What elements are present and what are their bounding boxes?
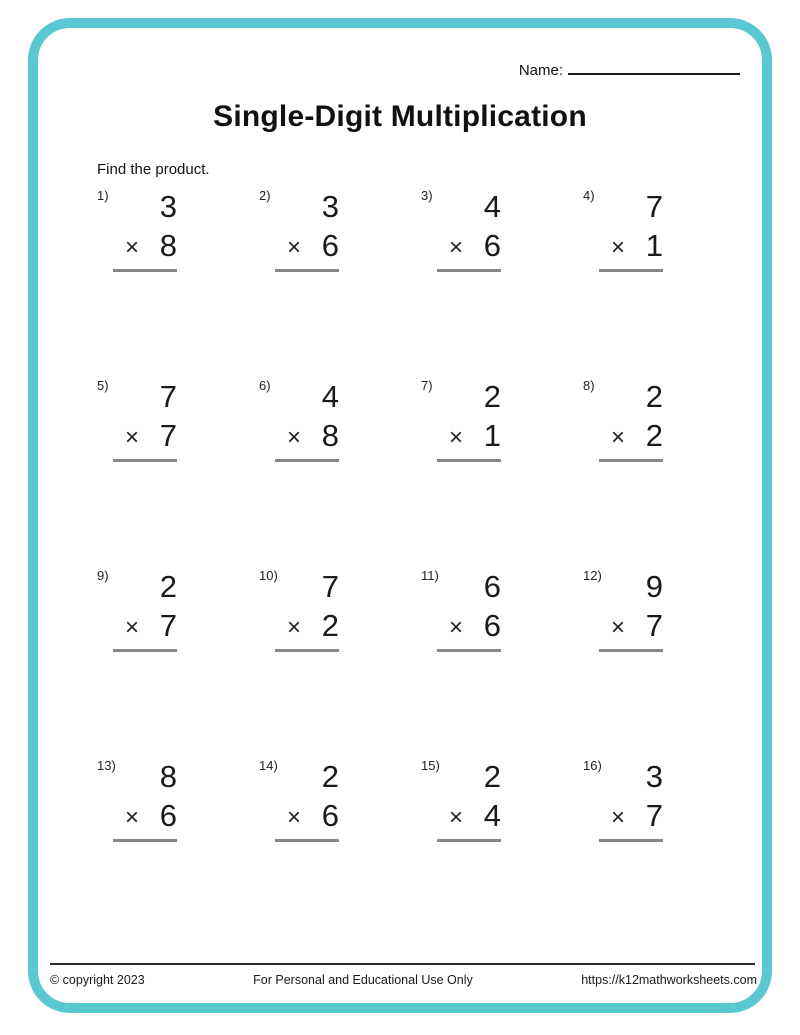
problem-cell-16 <box>583 756 745 946</box>
name-blank-line <box>568 60 740 75</box>
problem-body <box>437 756 501 842</box>
answer-line <box>275 269 339 272</box>
problem-body <box>275 756 339 842</box>
multiplier-row <box>275 228 339 264</box>
problem-number: 12) <box>583 568 602 583</box>
multiplicand: 3 <box>321 189 339 224</box>
multiplier-row <box>599 608 663 644</box>
footer <box>50 973 757 987</box>
multiplier: 7 <box>159 418 177 453</box>
answer-line <box>599 839 663 842</box>
multiplicand: 7 <box>321 569 339 604</box>
multiplicand: 8 <box>159 759 177 794</box>
problem-number: 4) <box>583 188 595 203</box>
multiply-sign: × <box>611 234 626 261</box>
answer-line <box>437 269 501 272</box>
multiplicand: 2 <box>159 569 177 604</box>
problem-cell-15 <box>421 756 583 946</box>
multiplicand: 2 <box>483 759 501 794</box>
problem-body <box>113 756 177 842</box>
problem-number: 6) <box>259 378 271 393</box>
multiplicand: 7 <box>645 189 663 224</box>
multiplicand: 2 <box>645 379 663 414</box>
answer-line <box>113 649 177 652</box>
problem-body <box>599 566 663 652</box>
problem-cell-3 <box>421 186 583 376</box>
problem-cell-9 <box>97 566 259 756</box>
instruction-text: Find the product. <box>97 161 210 178</box>
answer-line <box>113 839 177 842</box>
multiplier-row <box>275 418 339 454</box>
problem-body <box>275 566 339 652</box>
problem-number: 5) <box>97 378 109 393</box>
multiplicand: 3 <box>159 189 177 224</box>
multiplier-row <box>437 418 501 454</box>
problem-body <box>275 186 339 272</box>
problem-number: 14) <box>259 758 278 773</box>
answer-line <box>599 649 663 652</box>
multiplicand: 2 <box>321 759 339 794</box>
multiplicand: 4 <box>483 189 501 224</box>
problem-body <box>437 376 501 462</box>
answer-line <box>437 839 501 842</box>
multiply-sign: × <box>449 424 464 451</box>
answer-line <box>275 649 339 652</box>
multiplier-row <box>599 798 663 834</box>
multiply-sign: × <box>125 234 140 261</box>
problem-number: 8) <box>583 378 595 393</box>
problem-cell-5 <box>97 376 259 566</box>
multiplier-row <box>113 608 177 644</box>
answer-line <box>437 459 501 462</box>
footer-url: https://k12mathworksheets.com <box>581 973 757 987</box>
multiplicand: 7 <box>159 379 177 414</box>
problem-body <box>437 186 501 272</box>
multiplier-row <box>599 418 663 454</box>
problem-cell-10 <box>259 566 421 756</box>
problem-cell-4 <box>583 186 745 376</box>
answer-line <box>437 649 501 652</box>
name-row <box>519 60 740 79</box>
answer-line <box>113 459 177 462</box>
problem-number: 2) <box>259 188 271 203</box>
multiplier-row <box>437 228 501 264</box>
multiply-sign: × <box>611 424 626 451</box>
multiplier-row <box>275 798 339 834</box>
multiplier: 8 <box>159 228 177 263</box>
multiplier-row <box>113 228 177 264</box>
multiplier: 7 <box>159 608 177 643</box>
multiplier: 6 <box>321 228 339 263</box>
multiply-sign: × <box>287 424 302 451</box>
answer-line <box>275 459 339 462</box>
multiplier-row <box>113 418 177 454</box>
multiplier-row <box>437 608 501 644</box>
multiplicand: 2 <box>483 379 501 414</box>
problem-number: 10) <box>259 568 278 583</box>
multiply-sign: × <box>287 614 302 641</box>
problem-number: 7) <box>421 378 433 393</box>
multiply-sign: × <box>125 614 140 641</box>
answer-line <box>599 269 663 272</box>
problem-body <box>113 566 177 652</box>
problem-body <box>599 186 663 272</box>
problem-number: 1) <box>97 188 109 203</box>
problem-number: 3) <box>421 188 433 203</box>
problem-cell-12 <box>583 566 745 756</box>
problems-grid <box>97 186 745 946</box>
multiplier-row <box>437 798 501 834</box>
multiplier: 2 <box>645 418 663 453</box>
problem-cell-1 <box>97 186 259 376</box>
footer-usage-note: For Personal and Educational Use Only <box>253 973 473 987</box>
multiplier: 6 <box>321 798 339 833</box>
multiplier: 7 <box>645 798 663 833</box>
multiplier: 1 <box>645 228 663 263</box>
answer-line <box>275 839 339 842</box>
multiplier: 1 <box>483 418 501 453</box>
problem-number: 15) <box>421 758 440 773</box>
problem-number: 11) <box>421 568 439 583</box>
problem-cell-8 <box>583 376 745 566</box>
multiplier-row <box>113 798 177 834</box>
problem-cell-6 <box>259 376 421 566</box>
multiplier: 8 <box>321 418 339 453</box>
multiplier: 2 <box>321 608 339 643</box>
multiplier: 6 <box>159 798 177 833</box>
problem-body <box>599 756 663 842</box>
problem-body <box>113 186 177 272</box>
problem-cell-7 <box>421 376 583 566</box>
answer-line <box>113 269 177 272</box>
multiplier: 6 <box>483 608 501 643</box>
problem-body <box>437 566 501 652</box>
multiplier: 6 <box>483 228 501 263</box>
multiplicand: 6 <box>483 569 501 604</box>
multiply-sign: × <box>287 234 302 261</box>
footer-divider <box>50 963 755 965</box>
problem-cell-14 <box>259 756 421 946</box>
multiply-sign: × <box>449 234 464 261</box>
name-label: Name: <box>518 62 563 79</box>
problem-cell-2 <box>259 186 421 376</box>
multiply-sign: × <box>611 614 626 641</box>
page-title: Single-Digit Multiplication <box>213 100 587 133</box>
problem-number: 9) <box>97 568 109 583</box>
footer-copyright: © copyright 2023 <box>50 973 145 987</box>
multiply-sign: × <box>611 804 626 831</box>
multiply-sign: × <box>449 614 464 641</box>
multiply-sign: × <box>449 804 464 831</box>
multiplier: 4 <box>483 798 501 833</box>
problem-body <box>275 376 339 462</box>
problem-cell-13 <box>97 756 259 946</box>
multiply-sign: × <box>125 804 140 831</box>
multiplier: 7 <box>645 608 663 643</box>
multiplicand: 9 <box>645 569 663 604</box>
problem-number: 16) <box>583 758 602 773</box>
problem-cell-11 <box>421 566 583 756</box>
multiplicand: 4 <box>321 379 339 414</box>
multiplicand: 3 <box>645 759 663 794</box>
answer-line <box>599 459 663 462</box>
problem-body <box>599 376 663 462</box>
multiplier-row <box>275 608 339 644</box>
multiply-sign: × <box>125 424 140 451</box>
problem-number: 13) <box>97 758 116 773</box>
multiply-sign: × <box>287 804 302 831</box>
problem-body <box>113 376 177 462</box>
multiplier-row <box>599 228 663 264</box>
